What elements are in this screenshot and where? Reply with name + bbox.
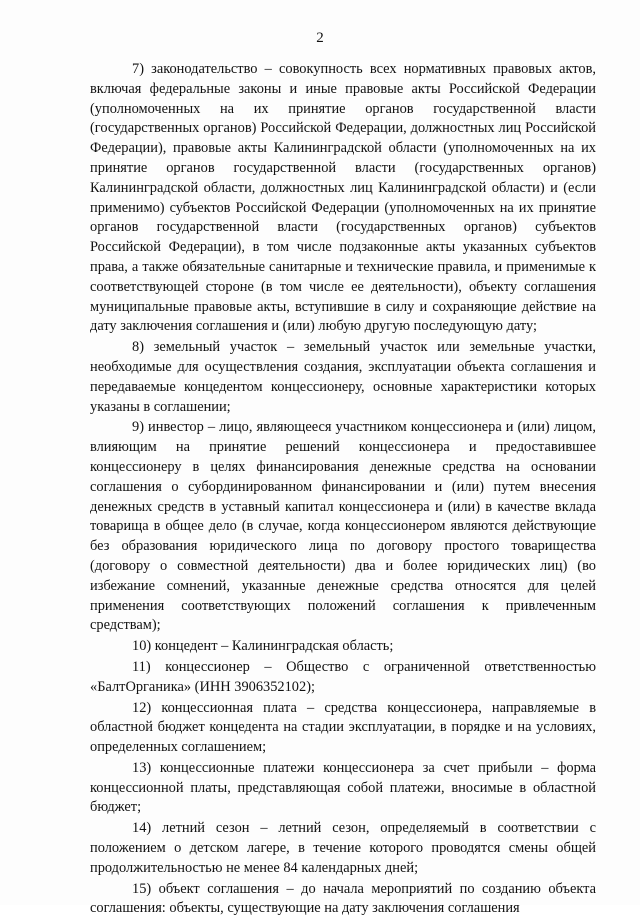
paragraph-agreement-object: 15) объект соглашения – до начала мероприятий по созданию объекта соглашения: объекты, существующие на дату заключения соглашения — [90, 880, 596, 917]
paragraph-summer-season: 14) летний сезон – летний сезон, определяемый в соответствии с положением о детском лагере, в течение которого проводятся смены общей продолжительностью не менее 84 календарных дней; — [90, 820, 596, 876]
paragraph-concessionaire: 11) концессионер – Общество с ограниченной ответственностью «БалтОрганика» (ИНН 3906352102); — [90, 658, 596, 695]
page-number: 2 — [316, 30, 324, 46]
paragraph-investor: 9) инвестор – лицо, являющееся участником концессионера и (или) лицом, влияющим на принятие решений концессионера и предоставившее концессионеру в целях финансирования денежные средства на основании соглашения о субординированном финансировании и (или) путем внесения денежных средств в уставный капитал концессионера и (или) в качестве вклада товарища в общее дело (в случае, когда концессионером являются действующие без образования юридического лица по договору простого товарищества (договору о совместной деятельности) два и более юридических лиц) (во избежание сомнений, указанные денежные средства относятся для целей применения соответствующих положений соглашения к привлеченным средствам); — [90, 419, 596, 634]
paragraph-concession-payments: 13) концессионные платежи концессионера за счет прибыли – форма концессионной платы, представляющая собой платежи, вносимые в областной бюджет; — [90, 759, 596, 816]
paragraph-concession-fee: 12) концессионная плата – средства концессионера, направляемые в областной бюджет концедента на стадии эксплуатации, в порядке и на условиях, определенных соглашением; — [90, 699, 596, 756]
paragraph-land-plot: 8) земельный участок – земельный участок или земельные участки, необходимые для осуществления создания, эксплуатации объекта соглашения и передаваемые концедентом концессионеру, основные характеристики которых указаны в соглашении; — [90, 339, 596, 415]
paragraph-legislation: 7) законодательство – совокупность всех нормативных правовых актов, включая федеральные законы и иные правовые акты Российской Федерации (уполномоченных на их принятие органов государственной власти (государственных органов) Российской Федерации, должностных лиц Российской Федерации), правовые акты Калининградской области (уполномоченных на их принятие органов государственной власти (государственных органов) Калининградской области, должностных лиц Калининградской области) и (если применимо) субъектов Российской Федерации (уполномоченных на их принятие органов государственной власти (государственных органов) субъектов Российской Федерации), в том числе подзаконные акты указанных субъектов права, а также обязательные санитарные и технические правила, и применимые к соответствующей стороне (в том числе ее деятельности), объекту соглашения муниципальные правовые акты, вступившие в силу и сохраняющие действие на дату заключения соглашения и (или) любую другую последующую дату; — [90, 61, 596, 335]
document-body — [90, 60, 596, 919]
paragraph-grantor: 10) концедент – Калининградская область; — [132, 638, 394, 655]
